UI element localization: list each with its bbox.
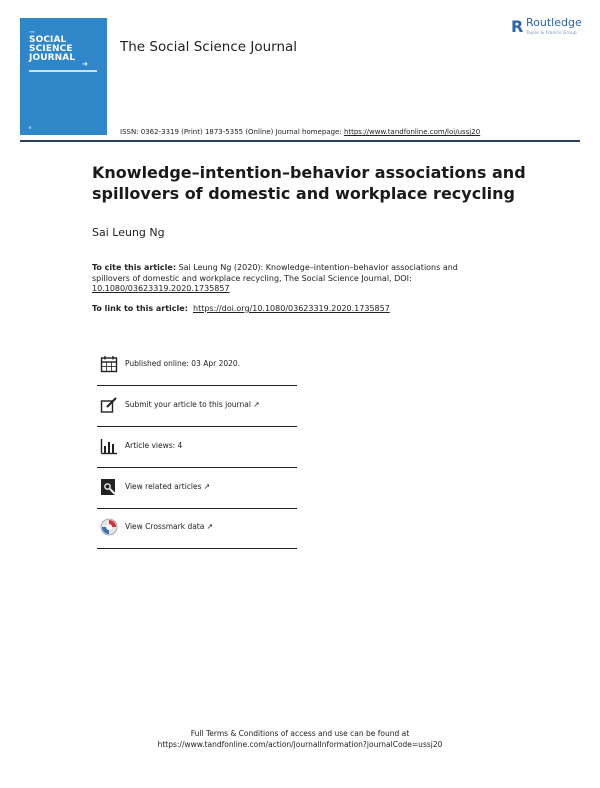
header-divider [20,140,580,142]
citation-block [92,263,472,295]
terms-url[interactable]: https://www.tandfonline.com/action/journalInformation?journalCode=ussj20 [157,740,443,749]
external-link-icon: ↗ [206,522,214,531]
submit-article-label[interactable]: Submit your article to this journal ↗ [125,400,260,409]
cover-line-1: SOCIAL [29,35,67,45]
cover-line-3: JOURNAL [29,53,76,63]
link-label: To link to this article: [92,304,188,313]
cover-line-2: SCIENCE [29,44,73,54]
article-views-row [97,427,297,468]
submit-article-row[interactable] [97,386,297,427]
calendar-icon [100,355,118,373]
cover-subtitle-bar [29,70,97,72]
journal-cover-image: THE SOCIAL SCIENCE JOURNAL ➜ R [20,18,107,135]
terms-text: Full Terms & Conditions of access and use can be found at [190,729,410,738]
crossmark-icon [100,518,118,536]
search-document-icon [100,478,118,496]
terms-footer [0,728,600,750]
cite-text: Sai Leung Ng (2020): Knowledge–intention–behavior associations and spillovers of domestic and workplace recycling, The Social Science Journal, DOI: [92,263,458,283]
article-doi-link[interactable]: https://doi.org/10.1080/03623319.2020.1735857 [193,304,390,313]
related-articles-row[interactable] [97,468,297,509]
cover-publisher-mark: R [29,126,32,130]
cite-doi-link[interactable]: 10.1080/03623319.2020.1735857 [92,284,230,293]
issn-line [120,128,480,136]
article-views-label: Article views: 4 [125,441,183,450]
cite-label: To cite this article: [92,263,177,272]
bar-chart-icon [100,437,118,455]
issn-text: ISSN: 0362-3319 (Print) 1873-5355 (Online) Journal homepage: [120,128,344,136]
article-author: Sai Leung Ng [92,226,165,239]
routledge-r-icon: R [511,17,524,36]
published-online-label: Published online: 03 Apr 2020. [125,359,241,368]
crossmark-label[interactable]: View Crossmark data ↗ [125,522,214,531]
publisher-name: Routledge [526,16,582,29]
article-title: Knowledge–intention–behavior associations and spillovers of domestic and workplace recycling [92,163,526,203]
related-articles-label[interactable]: View related articles ↗ [125,482,211,491]
cover-arrow-icon: ➜ [82,60,88,68]
external-link-icon: ↗ [253,400,260,409]
crossmark-row[interactable] [97,508,297,549]
edit-icon [100,396,118,414]
journal-homepage-link[interactable]: https://www.tandfonline.com/loi/ussj20 [343,128,481,136]
published-online-row [97,345,297,386]
publisher-tagline: Taylor & Francis Group [526,31,577,36]
article-link-block [92,304,390,313]
row-divider [97,548,297,549]
journal-title: The Social Science Journal [120,39,298,55]
external-link-icon: ↗ [203,482,211,491]
